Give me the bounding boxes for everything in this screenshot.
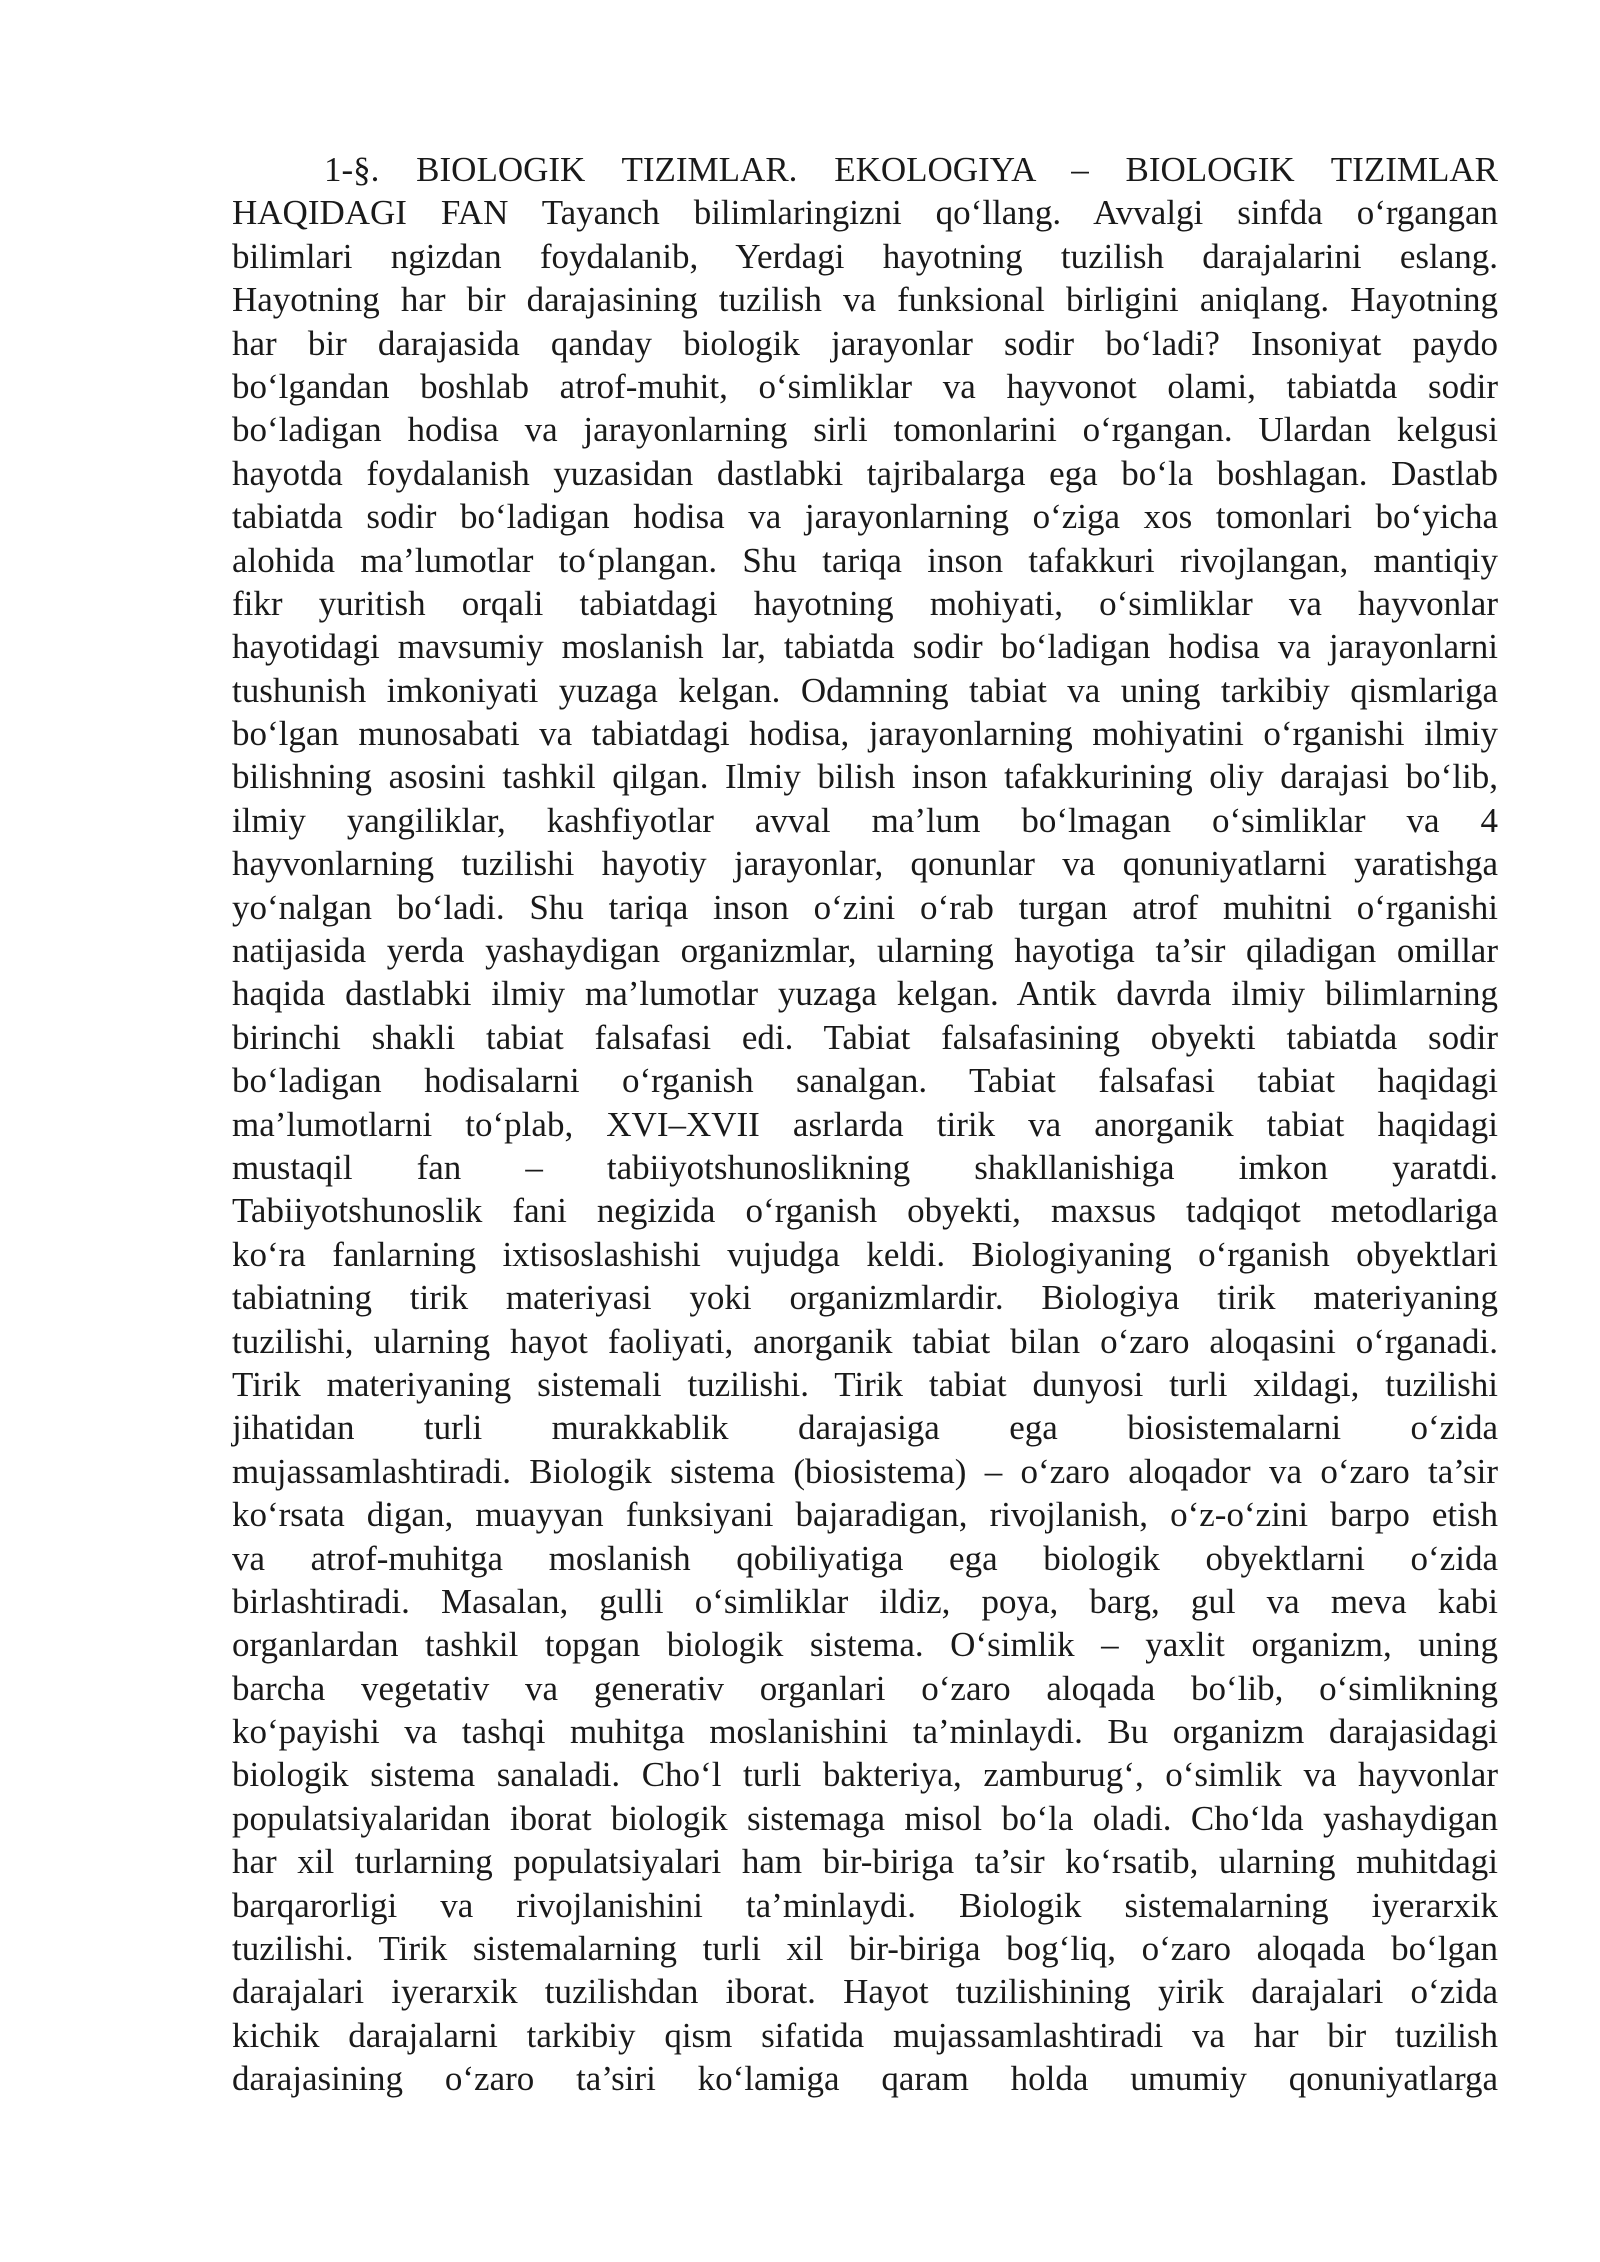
text-line: darajasining o‘zaro ta’siri ko‘lamiga qaram holda umumiy qonuniyatlarga xyxy=(232,2059,1498,2099)
text-line: alohida ma’lumotlar to‘plangan. Shu tariqa inson tafakkuri rivojlangan, mantiqiy xyxy=(232,540,1498,580)
text-line: biologik sistema sanaladi. Cho‘l turli bakteriya, zamburug‘, o‘simlik va hayvonlar xyxy=(232,1755,1498,1795)
text-line: bilimlari ngizdan foydalanib, Yerdagi hayotning tuzilish darajalarini eslang. xyxy=(232,236,1498,276)
text-line: tabiatda sodir bo‘ladigan hodisa va jarayonlarning o‘ziga xos tomonlari bo‘yicha xyxy=(232,497,1498,537)
text-line: bilishning asosini tashkil qilgan. Ilmiy bilish inson tafakkurining oliy darajasi bo‘lib, xyxy=(232,757,1498,797)
text-line: haqida dastlabki ilmiy ma’lumotlar yuzaga kelgan. Antik davrda ilmiy bilimlarning xyxy=(232,974,1498,1014)
text-line: har bir darajasida qanday biologik jarayonlar sodir bo‘ladi? Insoniyat paydo xyxy=(232,323,1498,363)
text-line: barqarorligi va rivojlanishini ta’minlaydi. Biologik sistemalarning iyerarxik xyxy=(232,1885,1498,1925)
text-line: darajalari iyerarxik tuzilishdan iborat. Hayot tuzilishining yirik darajalari o‘zida xyxy=(232,1972,1498,2012)
text-line: birlashtiradi. Masalan, gulli o‘simliklar ildiz, poya, barg, gul va meva kabi xyxy=(232,1581,1498,1621)
text-line: yo‘nalgan bo‘ladi. Shu tariqa inson o‘zini o‘rab turgan atrof muhitni o‘rganishi xyxy=(232,887,1498,927)
text-line: hayotda foydalanish yuzasidan dastlabki tajribalarga ega bo‘la boshlagan. Dastlab xyxy=(232,453,1498,493)
text-line: ko‘ra fanlarning ixtisoslashishi vujudga keldi. Biologiyaning o‘rganish obyektlari xyxy=(232,1234,1498,1274)
text-line: ko‘rsata digan, muayyan funksiyani bajaradigan, rivojlanish, o‘z-o‘zini barpo etish xyxy=(232,1495,1498,1535)
section-heading-line: 1-§. BIOLOGIK TIZIMLAR. EKOLOGIYA – BIOLOGIK TIZIMLAR xyxy=(324,150,1498,189)
text-line: ko‘payishi va tashqi muhitga moslanishini ta’minlaydi. Bu organizm darajasidagi xyxy=(232,1712,1498,1752)
text-line: jihatidan turli murakkablik darajasiga ega biosistemalarni o‘zida xyxy=(232,1408,1498,1448)
text-line: mustaqil fan – tabiiyotshunoslikning shakllanishiga imkon yaratdi. xyxy=(232,1147,1498,1187)
text-line: ma’lumotlarni to‘plab, XVI–XVII asrlarda tirik va anorganik tabiat haqidagi xyxy=(232,1104,1498,1144)
text-line: natijasida yerda yashaydigan organizmlar, ularning hayotiga ta’sir qiladigan omillar xyxy=(232,931,1498,971)
text-line: HAQIDAGI FAN Tayanch bilimlaringizni qo‘llang. Avvalgi sinfda o‘rgangan xyxy=(232,193,1498,233)
text-line: barcha vegetativ va generativ organlari o‘zaro aloqada bo‘lib, o‘simlikning xyxy=(232,1668,1498,1708)
text-line: ilmiy yangiliklar, kashfiyotlar avval ma’lum bo‘lmagan o‘simliklar va 4 xyxy=(232,800,1498,840)
text-line: hayvonlarning tuzilishi hayotiy jarayonlar, qonunlar va qonuniyatlarni yaratishga xyxy=(232,844,1498,884)
text-line: kichik darajalarni tarkibiy qism sifatida mujassamlashtiradi va har bir tuzilish xyxy=(232,2015,1498,2055)
text-line: hayotidagi mavsumiy moslanish lar, tabiatda sodir bo‘ladigan hodisa va jarayonlarni xyxy=(232,627,1498,667)
text-line: birinchi shakli tabiat falsafasi edi. Tabiat falsafasining obyekti tabiatda sodir xyxy=(232,1017,1498,1057)
text-line: bo‘ladigan hodisa va jarayonlarning sirli tomonlarini o‘rgangan. Ulardan kelgusi xyxy=(232,410,1498,450)
text-line: tuzilishi. Tirik sistemalarning turli xil bir-biriga bog‘liq, o‘zaro aloqada bo‘lgan xyxy=(232,1929,1498,1969)
text-line: va atrof-muhitga moslanish qobiliyatiga ega biologik obyektlarni o‘zida xyxy=(232,1538,1498,1578)
text-line: Tabiiyotshunoslik fani negizida o‘rganish obyekti, maxsus tadqiqot metodlariga xyxy=(232,1191,1498,1231)
text-line: organlardan tashkil topgan biologik sistema. O‘simlik – yaxlit organizm, uning xyxy=(232,1625,1498,1665)
text-line: Hayotning har bir darajasining tuzilish va funksional birligini aniqlang. Hayotning xyxy=(232,280,1498,320)
body-paragraph xyxy=(232,148,1498,2101)
text-line: har xil turlarning populatsiyalari ham bir-biriga ta’sir ko‘rsatib, ularning muhitdagi xyxy=(232,1842,1498,1882)
text-line: bo‘ladigan hodisalarni o‘rganish sanalgan. Tabiat falsafasi tabiat haqidagi xyxy=(232,1061,1498,1101)
text-line: Tirik materiyaning sistemali tuzilishi. Tirik tabiat dunyosi turli xildagi, tuzilishi xyxy=(232,1364,1498,1404)
text-line: tabiatning tirik materiyasi yoki organizmlardir. Biologiya tirik materiyaning xyxy=(232,1278,1498,1318)
text-line: bo‘lgandan boshlab atrof-muhit, o‘simliklar va hayvonot olami, tabiatda sodir xyxy=(232,366,1498,406)
text-line: tushunish imkoniyati yuzaga kelgan. Odamning tabiat va uning tarkibiy qismlariga xyxy=(232,670,1498,710)
text-line: fikr yuritish orqali tabiatdagi hayotning mohiyati, o‘simliklar va hayvonlar xyxy=(232,583,1498,623)
text-line: bo‘lgan munosabati va tabiatdagi hodisa, jarayonlarning mohiyatini o‘rganishi ilmiy xyxy=(232,714,1498,754)
text-line: tuzilishi, ularning hayot faoliyati, anorganik tabiat bilan o‘zaro aloqasini o‘rganadi. xyxy=(232,1321,1498,1361)
text-line: populatsiyalaridan iborat biologik sistemaga misol bo‘la oladi. Cho‘lda yashaydigan xyxy=(232,1798,1498,1838)
text-line: mujassamlashtiradi. Biologik sistema (biosistema) – o‘zaro aloqador va o‘zaro ta’sir xyxy=(232,1451,1498,1491)
